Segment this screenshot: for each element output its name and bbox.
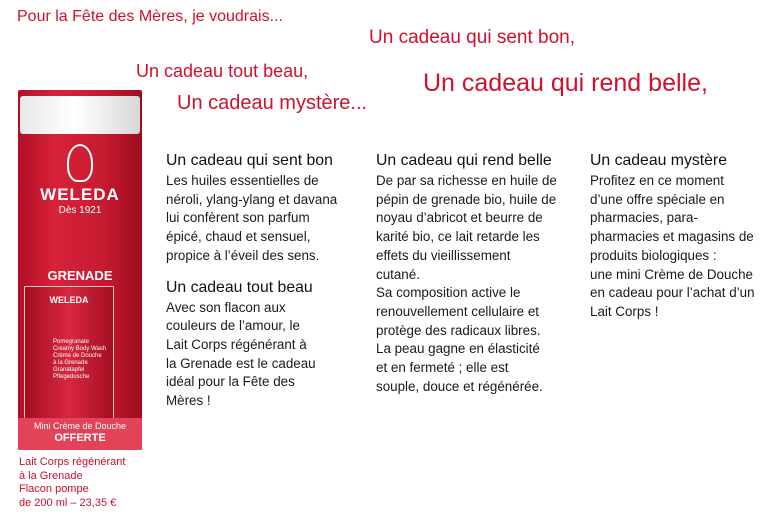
- section-text-sent-bon: [166, 172, 371, 266]
- text-line: pharmacies et magasins de: [590, 229, 754, 245]
- product-caption: [19, 456, 125, 510]
- section-text-rend-belle: [376, 172, 581, 396]
- section-text-mystere: [590, 172, 775, 322]
- caption-line: à la Grenade: [19, 469, 83, 482]
- text-line: produits biologiques :: [590, 247, 717, 263]
- text-line: renouvellement cellulaire et: [376, 303, 540, 319]
- product-image: [18, 90, 142, 450]
- text-line: et en fermeté ; elle est: [376, 360, 509, 376]
- tube-line: Pomegranate: [53, 339, 90, 345]
- product-pump-cap: [20, 96, 140, 134]
- text-line: souple, douce et régénérée.: [376, 378, 543, 394]
- offer-band-big: OFFERTE: [54, 432, 106, 444]
- caption-line: Lait Corps régénérant: [19, 456, 126, 468]
- mini-tube: [24, 286, 114, 420]
- column-mystere: [590, 151, 775, 322]
- text-line: en cadeau pour l’achat d’un: [590, 285, 755, 301]
- text-line: Avec son flacon aux: [166, 299, 286, 315]
- caption-line: Flacon pompe: [19, 483, 89, 496]
- text-line: épicé, chaud et sensuel,: [166, 229, 311, 245]
- text-line: protège des radicaux libres.: [376, 322, 541, 338]
- text-line: karité bio, ce lait retarde les: [376, 229, 540, 245]
- tube-line: à la Grenade: [53, 360, 88, 366]
- offer-band-small: Mini Crème de Douche: [33, 421, 127, 431]
- text-line: La peau gagne en élasticité: [376, 341, 540, 357]
- text-line: néroli, ylang-ylang et davana: [166, 191, 338, 207]
- text-line: propice à l’éveil des sens.: [166, 247, 320, 263]
- text-line: De par sa richesse en huile de: [376, 173, 557, 188]
- tube-line: Crème de Douche: [53, 353, 102, 359]
- text-line: Les huiles essentielles de: [166, 173, 319, 188]
- offer-band: [18, 418, 142, 450]
- text-line: d’une offre spéciale en: [590, 191, 725, 207]
- text-line: effets du vieillissement: [376, 247, 511, 263]
- column-sent-bon: [166, 151, 371, 411]
- caption-line: de 200 ml – 23,35 €: [19, 496, 117, 509]
- text-line: lui confèrent son parfum: [166, 210, 310, 226]
- tube-line: Granatapfel: [53, 367, 85, 373]
- text-line: Sa composition active le: [376, 285, 521, 301]
- section-title-mystere: Un cadeau mystère: [590, 152, 727, 169]
- section-text-tout-beau: [166, 299, 371, 411]
- section-title-tout-beau: Un cadeau tout beau: [166, 278, 313, 296]
- text-line: Lait Corps régénérant à: [166, 336, 307, 352]
- text-line: une mini Crème de Douche: [590, 266, 754, 282]
- brand-block: [18, 144, 142, 216]
- headline-tout-beau: Un cadeau tout beau,: [136, 61, 309, 81]
- text-line: Lait Corps !: [590, 303, 659, 319]
- column-rend-belle: [376, 151, 581, 396]
- text-line: idéal pour la Fête des: [166, 374, 295, 390]
- tube-line: Creamy Body Wash: [53, 346, 107, 352]
- tube-line: Pflegedusche: [53, 374, 90, 380]
- text-line: cutané.: [376, 266, 420, 282]
- text-line: Profitez en ce moment: [590, 173, 724, 188]
- tube-brand: WELEDA: [49, 295, 89, 305]
- text-line: Mères !: [166, 393, 211, 409]
- section-title-sent-bon: Un cadeau qui sent bon: [166, 152, 333, 169]
- section-title-rend-belle: Un cadeau qui rend belle: [376, 152, 552, 169]
- text-line: pharmacies, para-: [590, 210, 698, 226]
- headline-mystere: Un cadeau mystère...: [177, 92, 368, 114]
- text-line: la Grenade est le cadeau: [166, 355, 316, 371]
- tube-text: [53, 339, 111, 381]
- brand-name: WELEDA: [40, 185, 120, 204]
- headline-sent-bon: Un cadeau qui sent bon,: [369, 27, 575, 48]
- intro-headline: Pour la Fête des Mères, je voudrais...: [17, 8, 283, 25]
- headline-rend-belle: Un cadeau qui rend belle,: [423, 69, 708, 97]
- text-line: couleurs de l’amour, le: [166, 318, 300, 334]
- text-line: noyau d’abricot et beurre de: [376, 210, 543, 226]
- text-line: pépin de grenade bio, huile de: [376, 191, 557, 207]
- brand-since: Dès 1921: [58, 205, 102, 216]
- product-variant: GRENADE: [47, 268, 113, 283]
- weleda-logo-icon: [67, 144, 93, 182]
